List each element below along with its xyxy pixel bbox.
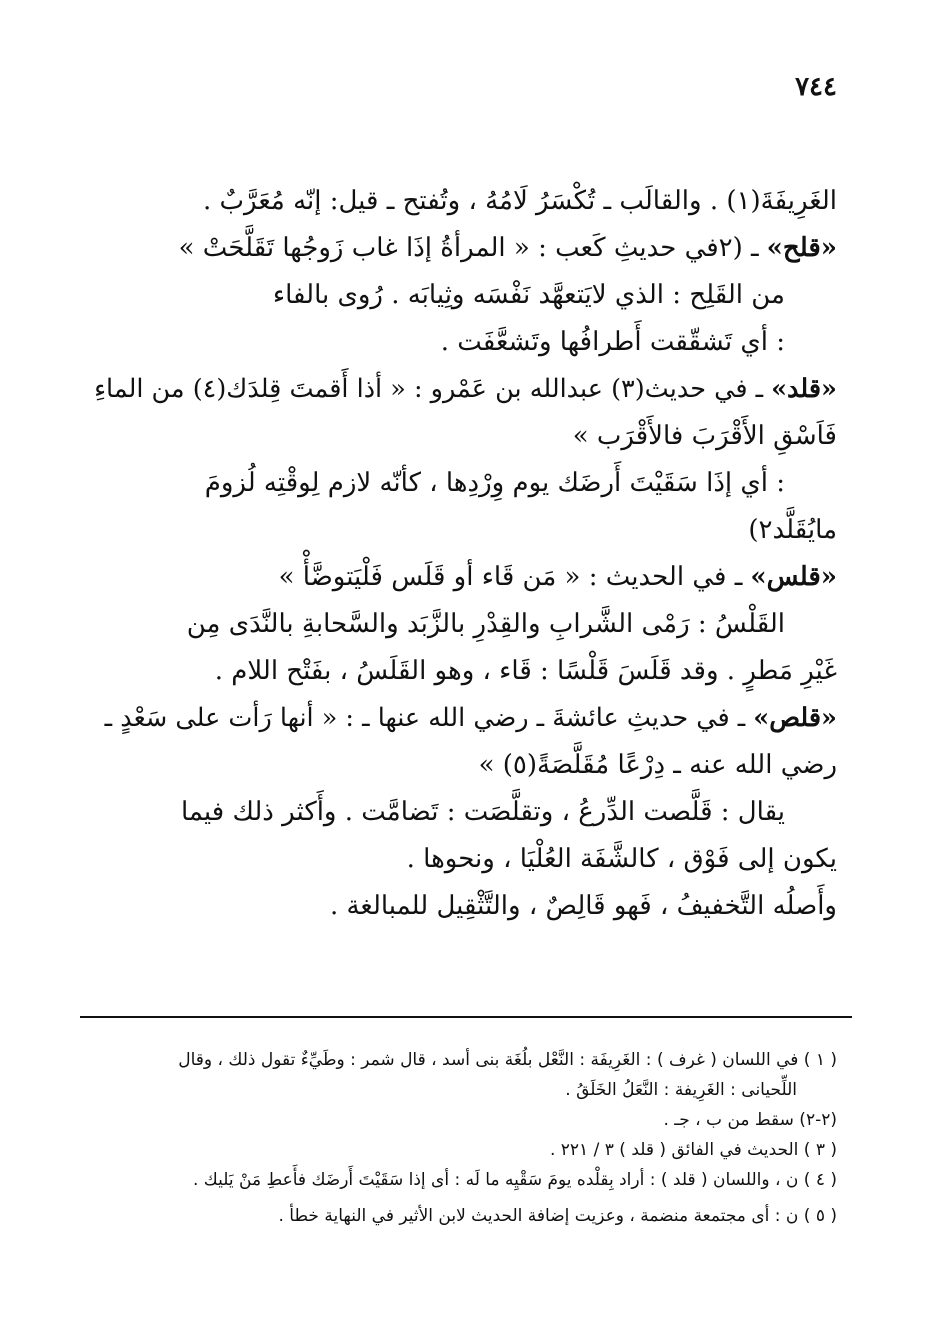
footnote: (٢-٢) سقط من ب ، جـ . <box>663 1110 837 1130</box>
text-line: فَاَسْقِ الأَقْرَبَ فالأَقْرَب » <box>572 421 837 451</box>
text-line: : أي تَشقّقت أَطرافُها وتَشعَّفَت . <box>440 327 785 357</box>
footnote: ( ٥ ) ن : أى مجتمعة منضمة ، وعزيت إضافة الحديث لابن الأثير في النهاية خطأ . <box>278 1206 837 1226</box>
footnote-divider <box>80 1016 852 1018</box>
headword: «قلد» <box>771 374 837 404</box>
dictionary-entries <box>92 178 837 930</box>
text-line: وأَصلُه التَّخفيفُ ، فَهو قَالِصٌ ، والتَّثْقِيل للمبالغة . <box>329 891 837 921</box>
footnote-continuation: اللِّحيانى : الغَرِيفة : النَّعَلُ الخَلَقُ . <box>565 1080 797 1100</box>
footnote: ( ١ ) في اللسان ( غرف ) : الغَرِيفَة : النَّعْل بلُغَة بنى أسد ، قال شمر : وطَيِّءٌ تقول ذلك ، وقال <box>178 1050 837 1070</box>
text-line: مايُقَلَّد٢) <box>748 515 837 545</box>
page-number: ٧٤٤ <box>795 72 837 102</box>
text-line: غَيْرِ مَطرٍ . وقد قَلَسَ قَلْسًا : قَاء ، وهو القَلَسُ ، بفَتْح اللام . <box>214 656 837 686</box>
text-line: يقال : قَلَّصت الدِّرعُ ، وتقلَّصَت : تَضامَّت . وأَكثر ذلك فيما <box>180 797 785 827</box>
text-line: يكون إلى فَوْق ، كالشَّفَة العُلْيَا ، ونحوها . <box>406 844 837 874</box>
entry-line-qalas2: «قلص»ـ في حديثِ عائشةَ ـ رضي الله عنها ـ : « أنها رَأت على سَعْدٍ ـ <box>104 703 837 733</box>
headword: «قلس» <box>750 562 837 592</box>
headword: «قلح» <box>766 233 837 263</box>
text-line: القَلْسُ : رَمْى الشَّرابِ والقِدْرِ بالزَّبَد والسَّحابةِ بالنَّدَى مِن <box>186 609 785 639</box>
entry-line-qalas: «قلس»ـ في الحديث : « مَن قَاء أو قَلَس فَلْيَتوضَّأْ » <box>278 562 837 592</box>
entry-line-qalad: «قلد»ـ في حديث(٣) عبدالله بن عَمْرو : « أذا أَقمتَ قِلدَك(٤) من الماءِ <box>94 374 837 404</box>
footnote: ( ٣ ) الحديث في الفائق ( قلد ) ٣ / ٢٢١ . <box>549 1140 837 1160</box>
headword: «قلص» <box>753 703 837 733</box>
text-line: من القَلِح : الذي لايَتعهَّد نَفْسَه وثِيابَه . رُوى بالفاء <box>272 280 785 310</box>
text-line: الغَرِيفَةَ(١) . والقالَب ـ تُكْسَرُ لَامُهُ ، وتُفتح ـ قيل: إنّه مُعَرَّبٌ . <box>202 186 837 216</box>
entry-line-qalah: «قلح»ـ (٢في حديثِ كَعب : « المرأةُ إذَا غاب زَوجُها تَقَلَّحَتْ » <box>178 233 837 263</box>
text-line: رضي الله عنه ـ دِرْعًا مُقَلَّصَةً(٥) » <box>478 750 837 780</box>
text-line: : أي إذَا سَقَيْتَ أَرضَك يوم وِرْدِها ، كأنّه لازم لِوقْتِه لُزومَ <box>204 468 785 498</box>
footnotes <box>77 1045 837 1231</box>
footnote: ( ٤ ) ن ، واللسان ( قلد ) : أراد بِقلْده يومَ سَقْيِه ما لَه : أى إذا سَقَيْتَ أَرضَك فأَعطِ مَنْ يَليك . <box>192 1170 837 1190</box>
